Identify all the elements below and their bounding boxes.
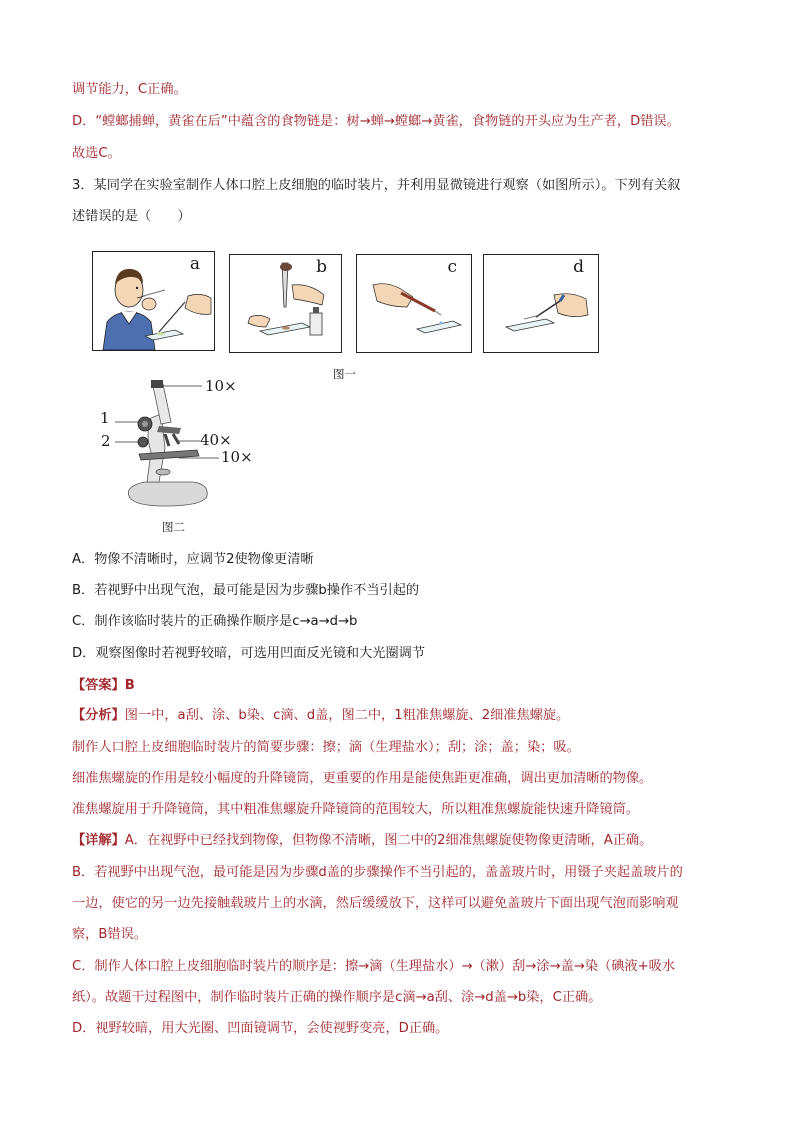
option-c: C．制作该临时装片的正确操作顺序是c→a→d→b bbox=[72, 614, 358, 629]
text-line: D．视野较暗，用大光圈、凹面镜调节，会使视野变亮，D正确。 bbox=[72, 1021, 449, 1036]
figure1-panel-c bbox=[356, 254, 472, 353]
panel-letter: c bbox=[447, 257, 457, 277]
text-line: 制作人口腔上皮细胞临时装片的简要步骤：擦；滴（生理盐水）；刮；涂；盖；染；吸。 bbox=[72, 740, 580, 755]
text-line: 察，B错误。 bbox=[72, 927, 147, 942]
figure2-caption: 图二 bbox=[162, 520, 185, 534]
text-line: 细准焦螺旋的作用是较小幅度的升降镜筒，更重要的作用是能使焦距更准确，调出更加清晰的物像。 bbox=[72, 771, 653, 786]
detail-line: 【详解】A．在视野中已经找到物像，但物像不清晰，图二中的2细准焦螺旋使物像更清晰，A正确。 bbox=[72, 833, 653, 848]
question-3-line2: 述错误的是（ ） bbox=[72, 209, 191, 224]
text-line: 调节能力，C正确。 bbox=[72, 82, 187, 97]
panel-letter: d bbox=[573, 257, 584, 277]
panel-letter: a bbox=[189, 254, 200, 274]
objective-low-label: 10× bbox=[221, 448, 253, 466]
figure1-panel-d bbox=[483, 254, 599, 353]
answer-value: B bbox=[124, 678, 135, 693]
figure1-panel-b bbox=[229, 254, 342, 353]
eyepiece-label: 10× bbox=[205, 377, 237, 395]
objective-high-label: 40× bbox=[200, 431, 232, 449]
answer-line bbox=[72, 676, 135, 696]
question-3-line1: 3．某同学在实验室制作人体口腔上皮细胞的临时装片，并利用显微镜进行观察（如图所示）。下列有关叙 bbox=[72, 178, 681, 193]
analysis-label: 【分析】 bbox=[72, 708, 125, 723]
text-line: 准焦螺旋用于升降镜筒，其中粗准焦螺旋升降镜筒的范围较大，所以粗准焦螺旋能快速升降镜筒。 bbox=[72, 802, 640, 817]
figure1-caption: 图一 bbox=[333, 367, 356, 381]
figure1-panel-a bbox=[92, 251, 215, 351]
analysis-line: 【分析】图一中，a刮、涂、b染、c滴、d盖，图二中，1粗准焦螺旋、2细准焦螺旋。 bbox=[72, 708, 570, 723]
answer-label: 【答案】 bbox=[72, 678, 125, 693]
detail-label: 【详解】 bbox=[72, 833, 125, 848]
option-a: A．物像不清晰时，应调节2使物像更清晰 bbox=[72, 552, 314, 567]
text-line: 故选C。 bbox=[72, 146, 121, 161]
text-line: C．制作人体口腔上皮细胞临时装片的顺序是：擦→滴（生理盐水）→（漱）刮→涂→盖→染（碘液+吸水 bbox=[72, 959, 676, 974]
option-d: D．观察图像时若视野较暗，可选用凹面反光镜和大光圈调节 bbox=[72, 646, 426, 661]
text-line: 一边，使它的另一边先接触载玻片上的水滴，然后缓缓放下，这样可以避免盖玻片下面出现气泡而影响观 bbox=[72, 896, 679, 911]
text-line: B．若视野中出现气泡，最可能是因为步骤d盖的步骤操作不当引起的，盖盖玻片时，用镊子夹起盖玻片的 bbox=[72, 865, 683, 880]
text-line: D．“螳螂捕蝉，黄雀在后”中蕴含的食物链是：树→蝉→螳螂→黄雀，食物链的开头应为生产者，D错误。 bbox=[72, 114, 680, 129]
panel-letter: b bbox=[316, 257, 327, 277]
option-b: B．若视野中出现气泡，最可能是因为步骤b操作不当引起的 bbox=[72, 583, 420, 598]
text-line: 纸）。故题干过程图中，制作临时装片正确的操作顺序是c滴→a刮、涂→d盖→b染，C正确。 bbox=[72, 990, 602, 1005]
fine-focus-label: 2 bbox=[101, 432, 111, 450]
coarse-focus-label: 1 bbox=[100, 409, 110, 427]
